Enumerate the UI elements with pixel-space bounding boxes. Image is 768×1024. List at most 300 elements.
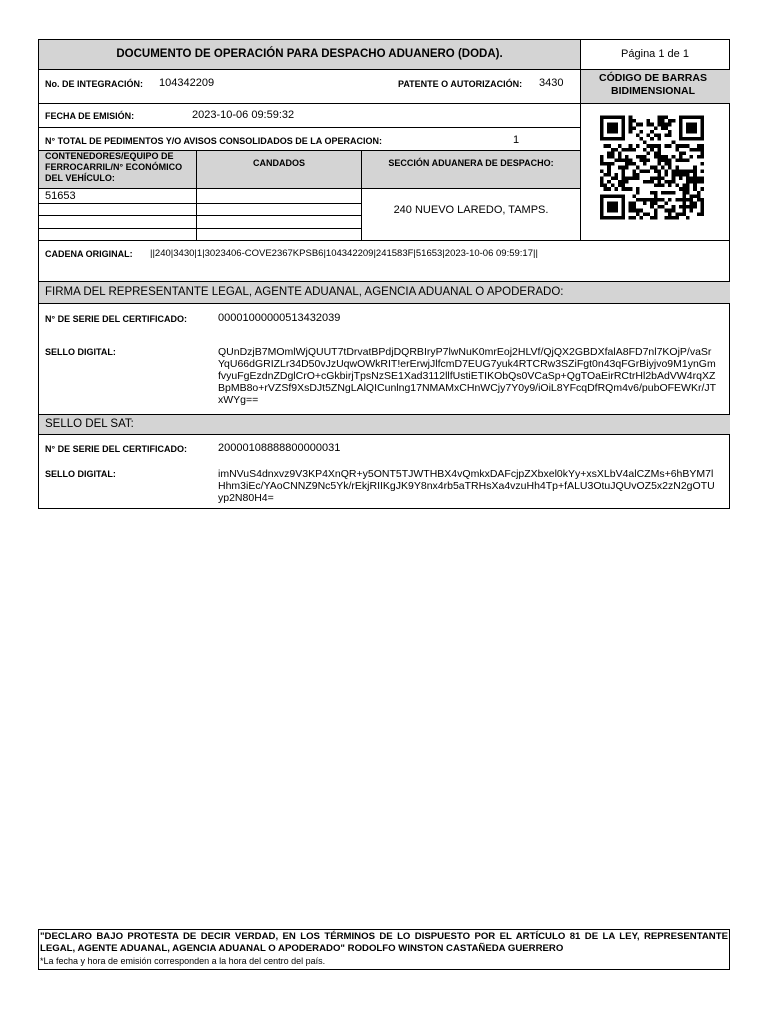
- firma-serie-label: N° DE SERIE DEL CERTIFICADO:: [45, 314, 187, 324]
- qr-module: [607, 216, 611, 220]
- qr-module: [654, 169, 658, 173]
- qr-module: [700, 130, 704, 134]
- qr-module: [697, 148, 701, 152]
- qr-module: [693, 166, 697, 170]
- qr-module: [636, 187, 640, 191]
- qr-module: [682, 209, 686, 213]
- qr-module: [614, 209, 618, 213]
- qr-module: [625, 159, 629, 163]
- qr-module: [675, 184, 679, 188]
- qr-module: [607, 151, 611, 155]
- qr-module: [697, 116, 701, 120]
- qr-module: [650, 191, 654, 195]
- qr-module: [679, 187, 683, 191]
- firma-serie-value: 00001000000513432039: [218, 312, 341, 324]
- qr-module: [690, 194, 694, 198]
- qr-module: [693, 126, 697, 130]
- qr-module: [639, 155, 643, 159]
- qr-module: [600, 137, 604, 141]
- qr-module: [661, 119, 665, 123]
- qr-module: [657, 198, 661, 202]
- qr-module: [682, 144, 686, 148]
- container-value: 51653: [45, 190, 76, 202]
- qr-module: [672, 209, 676, 213]
- qr-module: [700, 162, 704, 166]
- qr-module: [614, 205, 618, 209]
- qr-module: [675, 159, 679, 163]
- qr-module: [700, 133, 704, 137]
- qr-module: [686, 216, 690, 220]
- qr-module: [668, 184, 672, 188]
- qr-module: [607, 169, 611, 173]
- qr-module: [600, 130, 604, 134]
- qr-module: [654, 184, 658, 188]
- qr-module: [668, 180, 672, 184]
- fecha-label: FECHA DE EMISIÓN:: [45, 111, 135, 121]
- qr-module: [665, 116, 669, 120]
- qr-module: [697, 191, 701, 195]
- qr-module: [607, 187, 611, 191]
- qr-module: [679, 169, 683, 173]
- qr-module: [614, 173, 618, 177]
- qr-module: [654, 209, 658, 213]
- qr-module: [668, 119, 672, 123]
- qr-module: [622, 126, 626, 130]
- qr-module: [654, 155, 658, 159]
- qr-module: [686, 144, 690, 148]
- qr-module: [604, 137, 608, 141]
- qr-module: [622, 116, 626, 120]
- qr-module: [690, 169, 694, 173]
- qr-module: [690, 209, 694, 213]
- qr-module: [661, 205, 665, 209]
- qr-module: [611, 126, 615, 130]
- qr-module: [600, 205, 604, 209]
- qr-module: [643, 198, 647, 202]
- qr-module: [611, 216, 615, 220]
- qr-module: [665, 162, 669, 166]
- qr-module: [629, 209, 633, 213]
- qr-module: [690, 126, 694, 130]
- qr-module: [614, 176, 618, 180]
- qr-module: [661, 116, 665, 120]
- qr-module: [629, 176, 633, 180]
- qr-module: [636, 198, 640, 202]
- qr-module: [657, 159, 661, 163]
- qr-module: [600, 116, 604, 120]
- qr-module: [657, 123, 661, 127]
- qr-module: [697, 198, 701, 202]
- qr-module: [686, 205, 690, 209]
- qr-module: [700, 176, 704, 180]
- qr-module: [661, 123, 665, 127]
- qr-module: [654, 191, 658, 195]
- qr-module: [693, 180, 697, 184]
- qr-module: [665, 126, 669, 130]
- qr-module: [697, 180, 701, 184]
- qr-module: [611, 148, 615, 152]
- qr-module: [682, 184, 686, 188]
- qr-module: [672, 191, 676, 195]
- qr-module: [657, 180, 661, 184]
- qr-module: [639, 198, 643, 202]
- qr-module: [625, 155, 629, 159]
- qr-module: [686, 187, 690, 191]
- qr-module: [679, 159, 683, 163]
- qr-module: [668, 198, 672, 202]
- integracion-value: 104342209: [159, 77, 215, 89]
- qr-module: [690, 202, 694, 206]
- qr-module: [700, 119, 704, 123]
- qr-module: [693, 176, 697, 180]
- qr-module: [679, 137, 683, 141]
- qr-module: [672, 205, 676, 209]
- qr-module: [675, 212, 679, 216]
- qr-module: [636, 123, 640, 127]
- qr-module: [661, 155, 665, 159]
- qr-module: [657, 137, 661, 141]
- qr-module: [611, 162, 615, 166]
- qr-module: [632, 169, 636, 173]
- qr-module: [622, 137, 626, 141]
- qr-module: [639, 216, 643, 220]
- qr-module: [614, 202, 618, 206]
- qr-module: [668, 162, 672, 166]
- qr-module: [600, 123, 604, 127]
- qr-module: [690, 176, 694, 180]
- total-value: 1: [513, 134, 520, 146]
- qr-module: [657, 148, 661, 152]
- qr-module: [686, 173, 690, 177]
- qr-module: [679, 155, 683, 159]
- qr-module: [700, 205, 704, 209]
- qr-module: [700, 212, 704, 216]
- qr-module: [679, 173, 683, 177]
- qr-module: [690, 205, 694, 209]
- qr-module: [600, 209, 604, 213]
- qr-module: [697, 137, 701, 141]
- qr-module: [690, 198, 694, 202]
- qr-module: [700, 151, 704, 155]
- qr-module: [600, 212, 604, 216]
- qr-module: [625, 187, 629, 191]
- qr-module: [672, 155, 676, 159]
- qr-module: [629, 119, 633, 123]
- qr-module: [622, 202, 626, 206]
- qr-module: [614, 137, 618, 141]
- qr-module: [679, 205, 683, 209]
- qr-module: [672, 119, 676, 123]
- qr-module: [668, 159, 672, 163]
- qr-module: [600, 162, 604, 166]
- qr-module: [650, 130, 654, 134]
- qr-module: [618, 216, 622, 220]
- qr-module: [622, 123, 626, 127]
- qr-module: [682, 202, 686, 206]
- qr-module: [686, 176, 690, 180]
- qr-module: [654, 126, 658, 130]
- qr-module: [629, 216, 633, 220]
- qr-module: [650, 166, 654, 170]
- document-title: DOCUMENTO DE OPERACIÓN PARA DESPACHO ADUANERO (DODA).: [116, 48, 503, 60]
- qr-module: [607, 166, 611, 170]
- qr-module: [647, 151, 651, 155]
- qr-module: [622, 176, 626, 180]
- qr-module: [654, 133, 658, 137]
- qr-module: [600, 133, 604, 137]
- qr-module: [629, 130, 633, 134]
- qr-module: [614, 216, 618, 220]
- qr-module: [614, 123, 618, 127]
- qr-module: [625, 148, 629, 152]
- qr-module: [675, 198, 679, 202]
- qr-module: [614, 126, 618, 130]
- footer-declaration-box: [38, 929, 730, 970]
- qr-module: [607, 126, 611, 130]
- qr-module: [622, 198, 626, 202]
- qr-module: [629, 123, 633, 127]
- qr-module: [611, 116, 615, 120]
- qr-module: [661, 126, 665, 130]
- qr-module: [668, 130, 672, 134]
- doda-document: [38, 39, 730, 509]
- qr-module: [693, 148, 697, 152]
- qr-module: [622, 159, 626, 163]
- firma-sello-label: SELLO DIGITAL:: [45, 347, 116, 357]
- qr-module: [629, 148, 633, 152]
- qr-module: [611, 184, 615, 188]
- qr-module: [604, 173, 608, 177]
- qr-module: [636, 173, 640, 177]
- qr-module: [697, 155, 701, 159]
- qr-module: [679, 133, 683, 137]
- qr-module: [607, 173, 611, 177]
- qr-module: [643, 148, 647, 152]
- qr-module: [682, 194, 686, 198]
- qr-module: [611, 176, 615, 180]
- qr-module: [690, 116, 694, 120]
- fecha-value: 2023-10-06 09:59:32: [192, 109, 295, 121]
- qr-module: [657, 155, 661, 159]
- qr-module: [650, 216, 654, 220]
- qr-module: [700, 198, 704, 202]
- qr-module: [611, 202, 615, 206]
- qr-module: [618, 166, 622, 170]
- qr-module: [700, 187, 704, 191]
- qr-module: [611, 155, 615, 159]
- qr-module: [693, 184, 697, 188]
- qr-module: [665, 123, 669, 127]
- qr-module: [622, 148, 626, 152]
- qr-module: [682, 212, 686, 216]
- page-number: Página 1 de 1: [621, 48, 689, 60]
- firma-section-title: FIRMA DEL REPRESENTANTE LEGAL, AGENTE ADUANAL, AGENCIA ADUANAL O APODERADO:: [45, 286, 564, 298]
- qr-module: [654, 194, 658, 198]
- qr-module: [693, 173, 697, 177]
- qr-module: [672, 216, 676, 220]
- qr-module: [693, 187, 697, 191]
- qr-module: [650, 198, 654, 202]
- qr-module: [636, 166, 640, 170]
- qr-module: [632, 216, 636, 220]
- qr-module: [614, 148, 618, 152]
- qr-module: [639, 159, 643, 163]
- qr-module: [682, 187, 686, 191]
- qr-module: [668, 166, 672, 170]
- qr-module: [690, 123, 694, 127]
- qr-module: [679, 176, 683, 180]
- qr-module: [607, 137, 611, 141]
- qr-module: [604, 116, 608, 120]
- qr-module: [665, 209, 669, 213]
- qr-module: [657, 173, 661, 177]
- qr-module: [650, 180, 654, 184]
- qr-module: [643, 162, 647, 166]
- qr-module: [665, 144, 669, 148]
- qr-module: [665, 173, 669, 177]
- qr-module: [650, 148, 654, 152]
- qr-module: [632, 176, 636, 180]
- qr-module: [625, 166, 629, 170]
- qr-module: [693, 169, 697, 173]
- qr-module: [600, 126, 604, 130]
- qr-module: [639, 123, 643, 127]
- qr-module: [607, 123, 611, 127]
- qr-module: [600, 169, 604, 173]
- qr-module: [604, 162, 608, 166]
- qr-module: [682, 169, 686, 173]
- qr-module: [668, 212, 672, 216]
- qr-module: [618, 194, 622, 198]
- qr-module: [632, 148, 636, 152]
- qr-module: [604, 144, 608, 148]
- qr-module: [600, 194, 604, 198]
- qr-module: [614, 194, 618, 198]
- qr-module: [654, 144, 658, 148]
- qr-module: [697, 176, 701, 180]
- qr-module: [629, 202, 633, 206]
- qr-module: [686, 198, 690, 202]
- qr-module: [686, 169, 690, 173]
- qr-module: [657, 116, 661, 120]
- qr-module: [625, 180, 629, 184]
- qr-module: [665, 155, 669, 159]
- qr-module: [604, 184, 608, 188]
- qr-module: [607, 194, 611, 198]
- qr-module: [693, 116, 697, 120]
- qr-module: [682, 159, 686, 163]
- nota-text: *La fecha y hora de emisión corresponden a la hora del centro del país.: [40, 956, 326, 966]
- qr-module: [679, 119, 683, 123]
- qr-module: [665, 180, 669, 184]
- qr-module: [675, 144, 679, 148]
- qr-module: [636, 176, 640, 180]
- qr-module: [607, 209, 611, 213]
- qr-module: [682, 205, 686, 209]
- qr-module: [697, 144, 701, 148]
- seccion-header: SECCIÓN ADUANERA DE DESPACHO:: [388, 158, 554, 168]
- qr-module: [629, 144, 633, 148]
- qr-module: [682, 116, 686, 120]
- qr-module: [679, 123, 683, 127]
- qr-module: [697, 194, 701, 198]
- qr-module: [636, 155, 640, 159]
- qr-module: [618, 180, 622, 184]
- qr-module: [661, 166, 665, 170]
- seccion-value: 240 NUEVO LAREDO, TAMPS.: [393, 204, 549, 216]
- qr-module: [647, 119, 651, 123]
- qr-module: [679, 126, 683, 130]
- containers-header: CONTENEDORES/EQUIPO DE FERROCARRIL/N° ECONÓMICO DEL VEHÍCULO:: [45, 151, 183, 183]
- qr-module: [625, 176, 629, 180]
- qr-module: [604, 187, 608, 191]
- qr-module: [622, 209, 626, 213]
- qr-module: [632, 126, 636, 130]
- qr-module: [622, 205, 626, 209]
- qr-module: [604, 194, 608, 198]
- qr-module: [700, 123, 704, 127]
- qr-module: [675, 169, 679, 173]
- qr-module: [693, 205, 697, 209]
- qr-module: [668, 144, 672, 148]
- qr-module: [665, 216, 669, 220]
- qr-module: [700, 209, 704, 213]
- qr-module: [600, 216, 604, 220]
- qr-module: [636, 212, 640, 216]
- qr-module: [657, 205, 661, 209]
- patente-value: 3430: [539, 77, 564, 89]
- qr-module: [668, 191, 672, 195]
- qr-module: [611, 130, 615, 134]
- qr-module: [629, 159, 633, 163]
- qr-module: [661, 191, 665, 195]
- qr-module: [700, 126, 704, 130]
- qr-module: [679, 151, 683, 155]
- sat-serie-label: N° DE SERIE DEL CERTIFICADO:: [45, 444, 187, 454]
- qr-module: [686, 180, 690, 184]
- qr-module: [668, 216, 672, 220]
- qr-module: [632, 119, 636, 123]
- qr-module: [657, 133, 661, 137]
- qr-module: [679, 144, 683, 148]
- qr-module: [647, 144, 651, 148]
- qr-module: [675, 216, 679, 220]
- qr-module: [650, 202, 654, 206]
- qr-module: [643, 141, 647, 145]
- qr-module: [686, 126, 690, 130]
- qr-module: [639, 130, 643, 134]
- patente-label: PATENTE O AUTORIZACIÓN:: [398, 79, 523, 89]
- qr-module: [672, 169, 676, 173]
- qr-module: [682, 151, 686, 155]
- qr-module: [643, 212, 647, 216]
- qr-module: [622, 180, 626, 184]
- qr-module: [614, 159, 618, 163]
- qr-module: [697, 212, 701, 216]
- qr-module: [622, 173, 626, 177]
- qr-module: [665, 169, 669, 173]
- qr-module: [679, 116, 683, 120]
- qr-module: [650, 205, 654, 209]
- qr-module: [622, 169, 626, 173]
- qr-module: [614, 130, 618, 134]
- qr-module: [690, 130, 694, 134]
- qr-module: [600, 202, 604, 206]
- qr-module: [686, 159, 690, 163]
- qr-module: [686, 123, 690, 127]
- qr-module: [654, 198, 658, 202]
- qr-module: [622, 212, 626, 216]
